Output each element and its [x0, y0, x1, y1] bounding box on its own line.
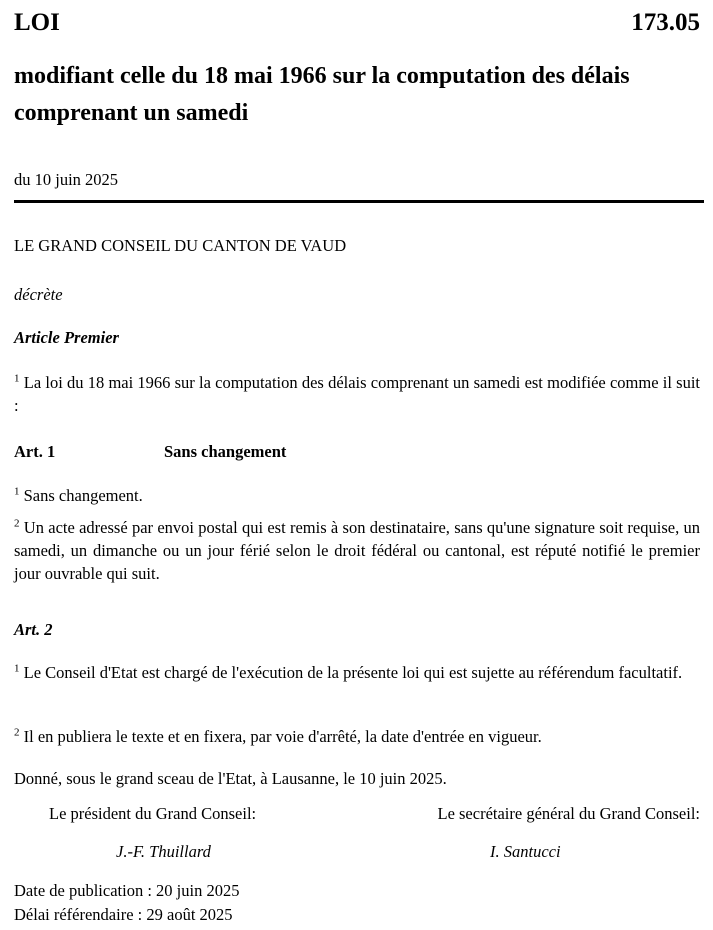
art2-paragraph-1	[14, 661, 700, 684]
president-name: J.-F. Thuillard	[116, 842, 211, 861]
decree-word: décrète	[14, 285, 63, 304]
law-title: modifiant celle du 18 mai 1966 sur la computation des délais comprenant un samedi	[14, 63, 630, 126]
art2-heading: Art. 2	[14, 620, 53, 639]
paragraph-text: Le Conseil d'Etat est chargé de l'exécution de la présente loi qui est sujette au référendum facultatif.	[23, 663, 683, 682]
president-role: Le président du Grand Conseil:	[49, 804, 257, 823]
art1-paragraph-1	[14, 484, 700, 507]
paragraph-text: Un acte adressé par envoi postal qui est remis à son destinataire, sans qu'une signature soit requise, un samedi, un dimanche ou un jour férié selon le droit fédéral ou cantonal, est réputé notifié le premier jour ouvrable qui suit.	[14, 518, 700, 583]
publication-date: Date de publication : 20 juin 2025	[14, 881, 240, 900]
art1-heading	[14, 440, 700, 463]
law-number: 173.05	[631, 9, 700, 36]
article-premier-heading: Article Premier	[14, 328, 119, 347]
art1-subtitle: Sans changement	[164, 442, 287, 461]
header-divider	[14, 200, 704, 203]
paragraph-number: 1	[14, 662, 20, 675]
paragraph-number: 1	[14, 485, 20, 498]
paragraph-text: Sans changement.	[23, 486, 143, 505]
paragraph-number: 1	[14, 372, 20, 385]
law-date: du 10 juin 2025	[14, 170, 119, 189]
paragraph-number: 2	[14, 517, 20, 530]
paragraph-number: 2	[14, 726, 20, 739]
art1-paragraph-2	[14, 516, 700, 585]
article-premier-paragraph-1	[14, 371, 700, 417]
secretary-name: I. Santucci	[490, 842, 561, 861]
given-statement: Donné, sous le grand sceau de l'Etat, à Lausanne, le 10 juin 2025.	[14, 769, 447, 788]
paragraph-text: Il en publiera le texte et en fixera, par voie d'arrêté, la date d'entrée en vigueur.	[23, 727, 542, 746]
law-type: LOI	[14, 9, 60, 36]
secretary-role: Le secrétaire général du Grand Conseil:	[437, 804, 700, 823]
paragraph-text: La loi du 18 mai 1966 sur la computation des délais comprenant un samedi est modifiée comme il suit :	[14, 373, 700, 415]
art2-paragraph-2	[14, 725, 700, 748]
referendum-deadline: Délai référendaire : 29 août 2025	[14, 905, 233, 924]
issuer: LE GRAND CONSEIL DU CANTON DE VAUD	[14, 236, 347, 255]
art1-label: Art. 1	[14, 442, 56, 461]
